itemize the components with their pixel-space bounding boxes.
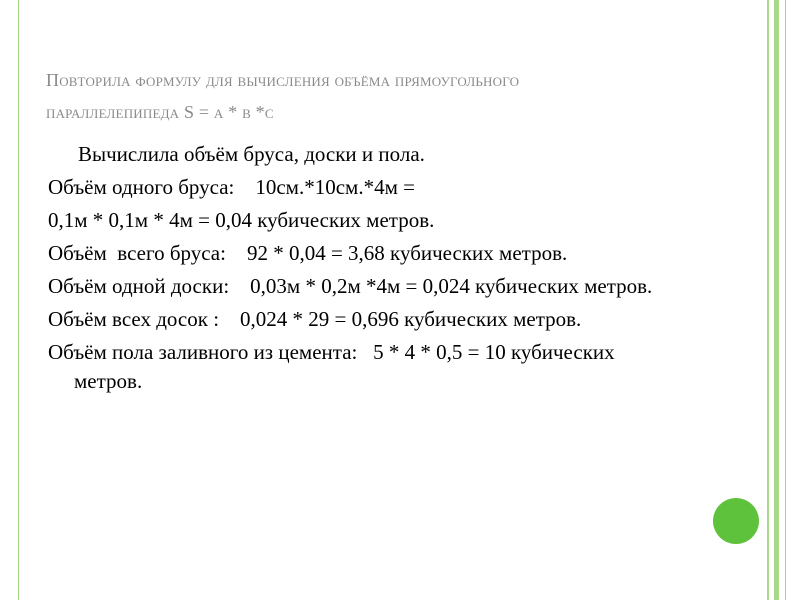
body-paragraph-beam-one: Объём одного бруса: 10см.*10см.*4м = <box>48 175 415 199</box>
slide-body <box>48 140 688 400</box>
slide-title <box>46 64 746 128</box>
green-circle-decoration <box>713 498 759 544</box>
body-paragraph-intro: Вычислила объём бруса, доски и пола. <box>78 142 425 166</box>
right-decorative-line-1 <box>767 0 769 600</box>
body-paragraph-beam-total: Объём всего бруса: 92 * 0,04 = 3,68 кубических метров. <box>48 241 568 265</box>
slide-title-line-2: параллелепипеда S = а * в *с <box>46 102 274 122</box>
right-decorative-line-3 <box>785 0 786 600</box>
body-paragraph-board-total: Объём всех досок : 0,024 * 29 = 0,696 кубических метров. <box>48 307 582 331</box>
left-decorative-line <box>18 0 19 600</box>
body-paragraph-floor: Объём пола заливного из цемента: 5 * 4 * 0,5 = 10 кубических метров. <box>48 340 620 393</box>
body-paragraph-board-one: Объём одной доски: 0,03м * 0,2м *4м = 0,024 кубических метров. <box>48 274 653 298</box>
right-decorative-line-2 <box>774 0 779 600</box>
slide-title-line-1: Повторила формулу для вычисления объёма прямоугольного <box>46 70 520 90</box>
body-paragraph-beam-one-result: 0,1м * 0,1м * 4м = 0,04 кубических метров. <box>48 208 435 232</box>
